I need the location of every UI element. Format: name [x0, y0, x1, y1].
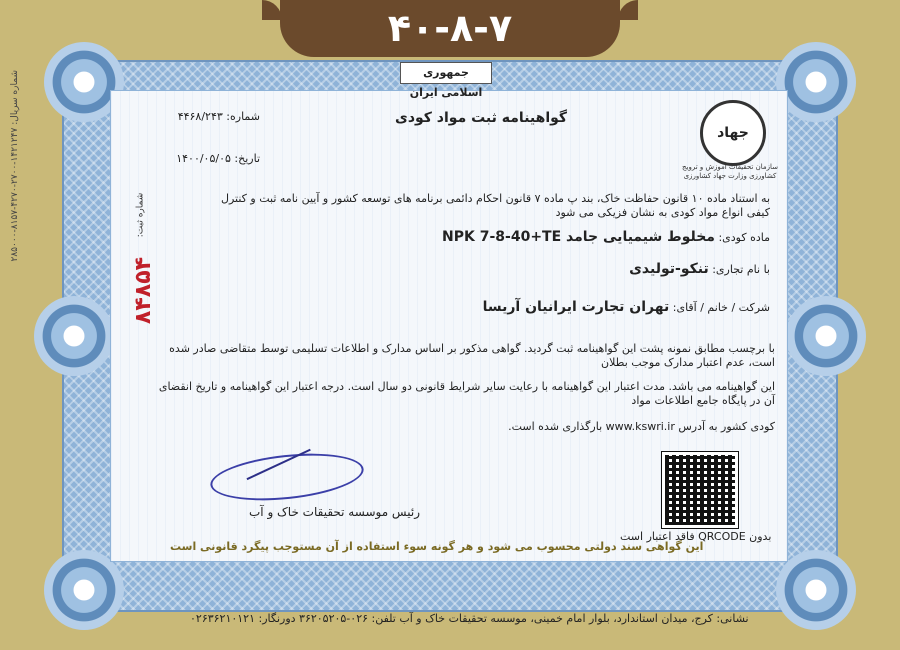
number-value: ۴۴۶۸/۲۴۳ — [177, 110, 223, 123]
legal-warning: این گواهی سند دولتی محسوب می شود و هر گونه سوء استفاده از آن مستوجب پیگرد قانونی است — [170, 540, 704, 553]
certificate-number — [150, 110, 260, 124]
qr-label: بدون QRCODE فاقد اعتبار است — [620, 530, 772, 543]
country-banner: جمهوری اسلامی ایران — [400, 62, 492, 84]
company-value: تهران تجارت ایرانیان آریسا — [482, 299, 670, 315]
body-paragraph-1: با برچسب مطابق نمونه پشت این گواهینامه ثبت گردید. گواهی مذکور بر اساس مدارک و اطلاعات تسلیمی توسط متقاضی صادر شده است، عدم اعتبار مدارک موجب بطلان — [169, 342, 775, 369]
qr-code-icon — [662, 452, 738, 528]
brand-value: تنکو-تولیدی — [629, 261, 709, 277]
header-tab-tail-right — [618, 0, 638, 20]
certificate-title: گواهینامه ثبت مواد کودی — [395, 110, 568, 126]
material-line — [430, 230, 770, 245]
number-label: شماره: — [226, 110, 260, 123]
side-serial-text: شماره سریال: ۱۴۲۱۲۴۷-۲۷۰۰-۴۲۷۰-۸۱۵۷-۲۸۵۰۰۰ — [10, 70, 20, 262]
corner-ornament — [34, 296, 114, 376]
company-label: شرکت / خانم / آقای: — [672, 301, 770, 314]
serial-number: ۸۴۸۵۴ — [131, 256, 157, 325]
material-value: مخلوط شیمیایی جامد NPK 7-8-40+TE — [442, 229, 715, 245]
company-line — [440, 300, 770, 315]
signer-title: رئیس موسسه تحقیقات خاک و آب — [249, 505, 420, 519]
date-label: تاریخ: — [234, 152, 260, 165]
brand-line — [440, 262, 770, 277]
material-label: ماده کودی: — [718, 231, 770, 244]
jihad-logo-icon: جهاد — [700, 100, 766, 166]
logo-caption: سازمان تحقیقات آموزش و ترویج کشاورزی وزارت جهاد کشاورزی — [682, 163, 778, 180]
side-serial-strip — [0, 60, 24, 560]
corner-ornament — [776, 550, 856, 630]
product-code-header: ۴۰-۸-۷ — [280, 0, 620, 57]
intro-text: به استناد ماده ۱۰ قانون حفاظت خاک، بند پ ماده ۷ قانون احکام دائمی برنامه های توسعه کشور و آیین نامه ثبت و کنترل کیفی انواع مواد کودی به نشان فزیکی می شود — [220, 192, 770, 219]
corner-ornament — [776, 42, 856, 122]
certificate-date — [150, 152, 260, 166]
body-paragraph-2: این گواهینامه می باشد. مدت اعتبار این گواهینامه با رعایت سایر شرایط قانونی دو سال است. درجه اعتبار این گواهینامه و تاریخ انقضای آن در پایگاه جامع اطلاعات مواد — [158, 380, 775, 407]
serial-label: شماره ثبت: — [135, 192, 146, 238]
brand-label: با نام تجاری: — [712, 263, 770, 276]
corner-ornament — [786, 296, 866, 376]
date-value: ۱۴۰۰/۰۵/۰۵ — [176, 152, 231, 165]
address-footer: نشانی: کرج، میدان استاندارد، بلوار امام خمینی، موسسه تحقیقات خاک و آب تلفن: ۰۲۶-۳۶۲۰۵۲۰۵ دورنگار: ۰۲۶۳۶۲۱۰۱۲۱ — [190, 612, 749, 625]
corner-ornament — [44, 550, 124, 630]
header-tab-tail-left — [262, 0, 282, 20]
body-paragraph-3: کودی کشور به آدرس www.kswri.ir بارگذاری شده است. — [508, 420, 775, 433]
